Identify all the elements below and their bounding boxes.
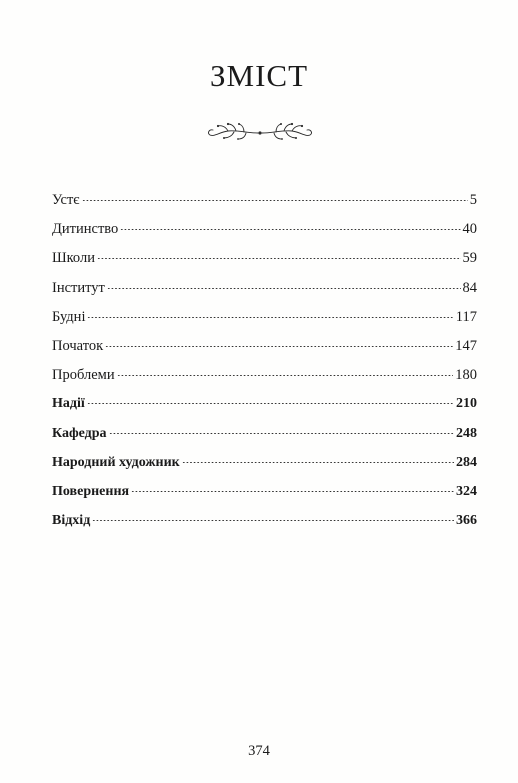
toc-entry	[52, 338, 477, 367]
toc-entry	[52, 221, 477, 250]
toc-entry-title: Відхід	[52, 513, 91, 529]
dot-leader	[107, 285, 461, 289]
table-of-contents	[52, 192, 477, 542]
dot-leader	[117, 372, 454, 376]
toc-entry-page: 248	[456, 425, 477, 441]
dot-leader	[131, 488, 454, 492]
dot-leader	[182, 459, 454, 463]
dot-leader	[120, 226, 460, 230]
toc-entry	[52, 309, 477, 338]
page-title: ЗМІСТ	[209, 58, 309, 93]
toc-entry-page: 180	[455, 367, 477, 384]
toc-entry	[52, 396, 477, 425]
toc-entry-title: Устє	[52, 192, 80, 208]
page-number: 374	[248, 743, 270, 759]
toc-entry-page: 147	[455, 337, 477, 354]
toc-entry-title: Дитинство	[52, 221, 119, 238]
toc-entry-title: Надії	[52, 396, 85, 412]
dot-leader	[109, 430, 454, 434]
dot-leader	[105, 343, 453, 347]
floral-divider-icon	[204, 118, 316, 148]
toc-entry	[52, 426, 477, 455]
toc-entry-page: 5	[469, 192, 477, 208]
toc-entry	[52, 484, 477, 513]
toc-entry-page: 366	[456, 513, 477, 529]
toc-entry-page: 284	[456, 454, 477, 470]
toc-entry	[52, 455, 477, 484]
toc-entry-page: 117	[455, 308, 477, 325]
toc-entry-page: 210	[456, 396, 477, 412]
toc-entry-page: 84	[462, 279, 477, 296]
toc-entry-title: Народний художник	[52, 454, 180, 470]
dot-leader	[87, 400, 454, 404]
dot-leader	[97, 255, 461, 259]
toc-entry	[52, 513, 477, 542]
toc-entry-page: 40	[462, 221, 477, 238]
dot-leader	[87, 314, 453, 318]
dot-leader	[92, 517, 454, 521]
toc-entry	[52, 192, 477, 221]
toc-entry-title: Проблеми	[52, 367, 115, 384]
toc-entry-title: Будні	[52, 308, 86, 325]
dot-leader	[82, 197, 468, 201]
toc-entry-title: Кафедра	[52, 425, 107, 441]
toc-entry-title: Інститут	[52, 279, 105, 296]
toc-entry	[52, 250, 477, 279]
toc-entry-page: 324	[456, 483, 477, 499]
toc-entry	[52, 367, 477, 396]
toc-entry-page: 59	[462, 250, 477, 267]
toc-entry-title: Школи	[52, 250, 95, 267]
toc-entry-title: Повернення	[52, 483, 130, 499]
toc-entry	[52, 280, 477, 309]
toc-entry-title: Початок	[52, 337, 104, 354]
